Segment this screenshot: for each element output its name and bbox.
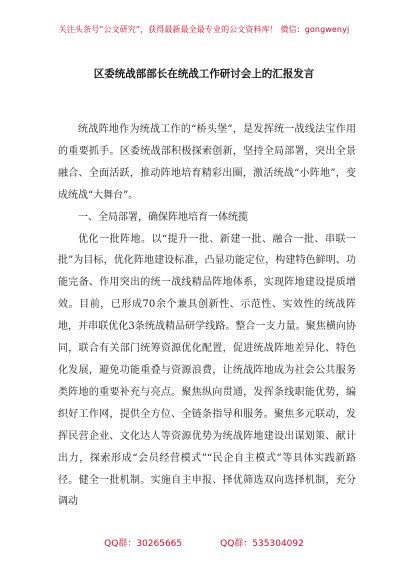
document-title: 区委统战部部长在统战工作研讨会上的汇报发言: [93, 68, 315, 80]
body-paragraph: 优化一批阵地。以“提升一批、新建一批、融合一批、串联一批”为目标，优化阵地建设标准，凸显功能定位，构建特色鲜明、功能完备、作用突出的统一战线精品阵地体系，实现阵地建设提质增效。目前，已形成70余个兼具创新性、示范性、实效性的统战阵地，并串联优化3条统战精品研学线路。整合一支力量。聚焦横向协同，联合有关部门统筹资源优化配置，促进统战阵地差异化、特色化发展，避免功能重叠与资源浪费，让统战阵地成为社会公共服务类阵地的重要补充与亮点。聚焦纵向贯通，发挥条线职能优势，编织好工作网，提供全方位、全链条指导和服务。聚焦多元联动，发挥民营企业、文化达人等资源优势为统战阵地建设出谋划策、献计出力，探索形成“会员经营模式”“民企自主模式”等具体实践新路径。健全一批机制。实施自主申报、择优筛选双向选择机制，充分调动: [58, 233, 356, 508]
page-header-promo: 关注头条号“公文研究”，获得最新最全最专业的公文资料库！ 微信：gongwenyj: [58, 25, 350, 34]
section-heading: 一、全局部署，确保阵地培育一体统揽: [78, 211, 248, 223]
qq-group-1: QQ群：30265665: [104, 539, 183, 549]
document-body: [58, 119, 356, 513]
qq-group-2: QQ群：535304092: [220, 539, 304, 549]
page-footer: [0, 536, 408, 549]
intro-paragraph: 统战阵地作为统战工作的“桥头堡”，是发挥统一战线法宝作用的重要抓手。区委统战部积极探索创新，坚持全局部署，突出全景融合、全面活跃，推动阵地培育精彩出圈，激活统战“小阵地”，变成统战“大舞台”。: [58, 124, 356, 201]
